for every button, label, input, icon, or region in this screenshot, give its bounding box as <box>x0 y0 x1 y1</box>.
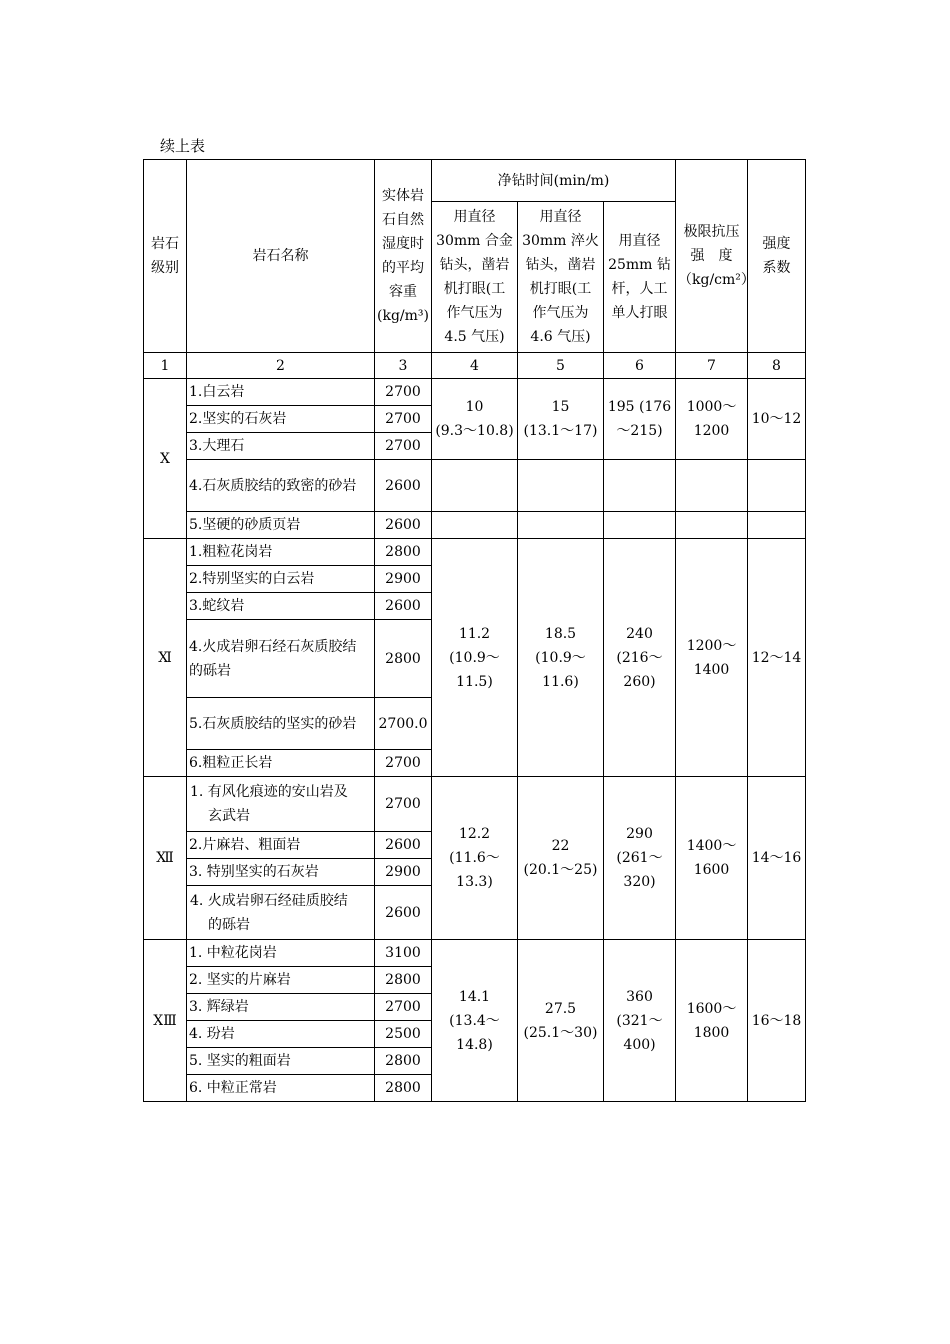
strength-coefficient: 10～12 <box>748 379 806 460</box>
empty-cell <box>748 512 806 539</box>
density-value: 2700 <box>375 433 432 460</box>
rock-name: 3.蛇纹岩 <box>187 593 375 620</box>
table-row <box>144 512 806 539</box>
col-number: 3 <box>375 353 432 379</box>
rock-name: 6.粗粒正长岩 <box>187 750 375 777</box>
density-value: 2900 <box>375 566 432 593</box>
col-number: 5 <box>518 353 604 379</box>
empty-cell <box>748 460 806 512</box>
header-strength: 极限抗压 强 度 （kg/cm²） <box>676 160 748 353</box>
density-value: 2800 <box>375 1048 432 1075</box>
table-caption: 续上表 <box>160 137 206 155</box>
table-row <box>144 539 806 566</box>
drill-time-30mm-quenched: 22 (20.1～25) <box>518 777 604 940</box>
rock-name: 2.坚实的石灰岩 <box>187 406 375 433</box>
grade-cell: Ⅻ <box>144 777 187 940</box>
empty-cell <box>432 512 518 539</box>
drill-time-30mm-alloy: 11.2 (10.9～11.5) <box>432 539 518 777</box>
column-number-row <box>144 353 806 379</box>
col-number: 2 <box>187 353 375 379</box>
rock-name: 3. 辉绿岩 <box>187 994 375 1021</box>
table-row <box>144 777 806 832</box>
compressive-strength: 1200～ 1400 <box>676 539 748 777</box>
density-value: 2700 <box>375 777 432 832</box>
density-value: 3100 <box>375 940 432 967</box>
drill-time-25mm-manual: 290 (261～ 320) <box>604 777 676 940</box>
compressive-strength: 1600～ 1800 <box>676 940 748 1102</box>
compressive-strength: 1000～ 1200 <box>676 379 748 460</box>
density-value: 2700.0 <box>375 698 432 750</box>
rock-name: 4. 火成岩卵石经硅质胶结 的砾岩 <box>187 886 375 940</box>
col-number: 1 <box>144 353 187 379</box>
empty-cell <box>518 460 604 512</box>
rock-name: 5. 坚实的粗面岩 <box>187 1048 375 1075</box>
empty-cell <box>518 512 604 539</box>
density-value: 2600 <box>375 832 432 859</box>
strength-coefficient: 12～14 <box>748 539 806 777</box>
grade-cell: Ⅹ <box>144 379 187 539</box>
rock-name: 6. 中粒正常岩 <box>187 1075 375 1102</box>
table-row <box>144 379 806 406</box>
drill-time-30mm-quenched: 27.5 (25.1～30) <box>518 940 604 1102</box>
rock-name: 3.大理石 <box>187 433 375 460</box>
col-number: 8 <box>748 353 806 379</box>
rock-name: 5.坚硬的砂质页岩 <box>187 512 375 539</box>
table-row <box>144 940 806 967</box>
header-coef: 强度 系数 <box>748 160 806 353</box>
density-value: 2700 <box>375 750 432 777</box>
drill-time-30mm-alloy: 14.1 (13.4～14.8) <box>432 940 518 1102</box>
rock-name: 2. 坚实的片麻岩 <box>187 967 375 994</box>
compressive-strength: 1400～ 1600 <box>676 777 748 940</box>
strength-coefficient: 14～16 <box>748 777 806 940</box>
drill-time-30mm-quenched: 18.5 (10.9～11.6) <box>518 539 604 777</box>
density-value: 2700 <box>375 406 432 433</box>
density-value: 2700 <box>375 994 432 1021</box>
rock-name: 4.石灰质胶结的致密的砂岩 <box>187 460 375 512</box>
rock-name: 1.粗粒花岗岩 <box>187 539 375 566</box>
header-grade: 岩石级别 <box>144 160 187 353</box>
density-value: 2800 <box>375 539 432 566</box>
grade-cell: ⅩⅢ <box>144 940 187 1102</box>
table-row <box>144 460 806 512</box>
empty-cell <box>604 460 676 512</box>
density-value: 2900 <box>375 859 432 886</box>
strength-coefficient: 16～18 <box>748 940 806 1102</box>
rock-name: 3. 特别坚实的石灰岩 <box>187 859 375 886</box>
rock-name: 2.片麻岩、粗面岩 <box>187 832 375 859</box>
density-value: 2600 <box>375 460 432 512</box>
empty-cell <box>676 460 748 512</box>
drill-time-25mm-manual: 195 (176 ～215) <box>604 379 676 460</box>
drill-time-25mm-manual: 240 (216～ 260) <box>604 539 676 777</box>
empty-cell <box>676 512 748 539</box>
rock-name: 1. 中粒花岗岩 <box>187 940 375 967</box>
drill-time-30mm-alloy: 12.2 (11.6～13.3) <box>432 777 518 940</box>
header-col6: 用直径 25mm 钻 杆，人工 单人打眼 <box>604 202 676 353</box>
drill-time-25mm-manual: 360 (321～ 400) <box>604 940 676 1102</box>
density-value: 2600 <box>375 886 432 940</box>
col-number: 6 <box>604 353 676 379</box>
density-value: 2800 <box>375 967 432 994</box>
drill-time-30mm-quenched: 15 (13.1～17) <box>518 379 604 460</box>
rock-name: 4.火成岩卵石经石灰质胶结 的砾岩 <box>187 620 375 698</box>
rock-name: 4. 玢岩 <box>187 1021 375 1048</box>
header-col4: 用直径 30mm 合金 钻头，凿岩 机打眼(工 作气压为 4.5 气压) <box>432 202 518 353</box>
rock-name: 1.白云岩 <box>187 379 375 406</box>
density-value: 2800 <box>375 620 432 698</box>
density-value: 2500 <box>375 1021 432 1048</box>
header-density: 实体岩 石自然 湿度时 的平均 容重 (kg/m³) <box>375 160 432 353</box>
rock-classification-table <box>143 159 806 1102</box>
rock-name: 2.特别坚实的白云岩 <box>187 566 375 593</box>
header-col5: 用直径 30mm 淬火 钻头，凿岩 机打眼(工 作气压为 4.6 气压) <box>518 202 604 353</box>
empty-cell <box>604 512 676 539</box>
header-name: 岩石名称 <box>187 160 375 353</box>
density-value: 2700 <box>375 379 432 406</box>
empty-cell <box>432 460 518 512</box>
grade-cell: Ⅺ <box>144 539 187 777</box>
header-drill-time: 净钻时间(min/m) <box>432 160 676 202</box>
rock-name: 5.石灰质胶结的坚实的砂岩 <box>187 698 375 750</box>
rock-name: 1. 有风化痕迹的安山岩及 玄武岩 <box>187 777 375 832</box>
col-number: 7 <box>676 353 748 379</box>
density-value: 2600 <box>375 512 432 539</box>
drill-time-30mm-alloy: 10 (9.3～10.8) <box>432 379 518 460</box>
density-value: 2600 <box>375 593 432 620</box>
density-value: 2800 <box>375 1075 432 1102</box>
col-number: 4 <box>432 353 518 379</box>
